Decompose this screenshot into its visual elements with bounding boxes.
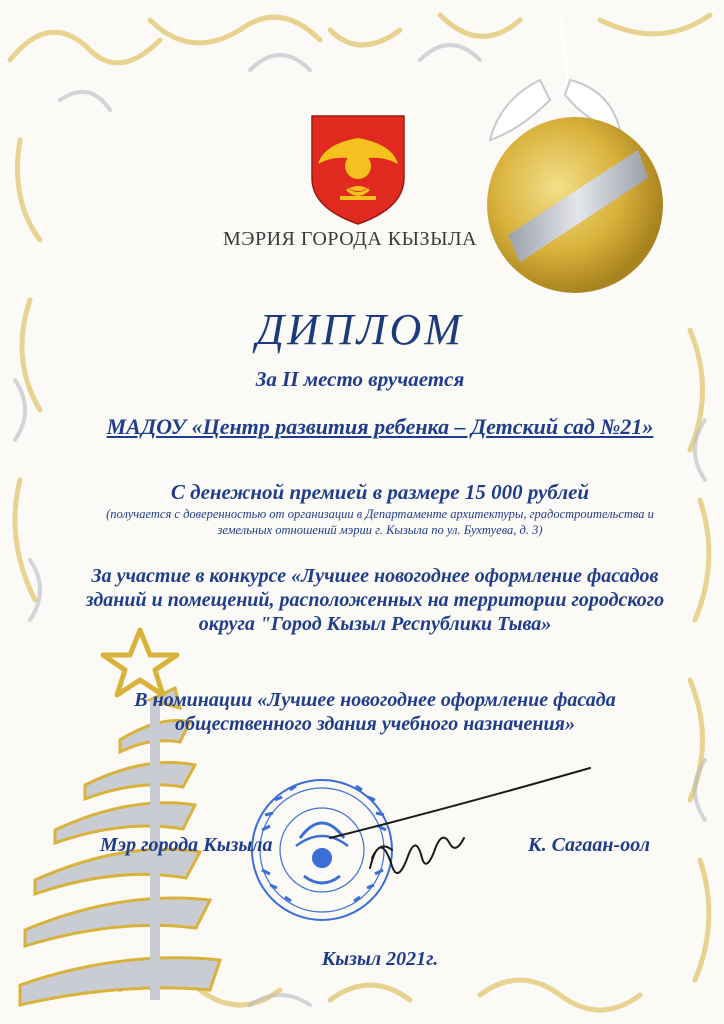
place-awarded-text: За II место вручается xyxy=(255,367,465,391)
prize-note-text: (получается с доверенностью от организации в Департаменте архитектуры, градостроительства и земельных отношений мэрии г. Кызыла по ул. Бухтуева, д. 3) xyxy=(106,507,654,537)
prize-amount-text: С денежной премией в размере 15 000 рублей xyxy=(170,480,590,504)
recipient-organization: МАДОУ «Центр развития ребенка – Детский сад №21» xyxy=(106,414,654,439)
signatory-name: К. Сагаан-оол xyxy=(528,834,650,856)
contest-description: За участие в конкурсе «Лучшее новогоднее оформление фасадов зданий и помещений, расположенных на территории городского округа "Город Кызыл Республики Тыва» xyxy=(85,565,665,635)
nomination-text: В номинации «Лучшее новогоднее оформление фасада общественного здания учебного назначения» xyxy=(134,689,616,735)
diploma-title: ДИПЛОМ xyxy=(256,305,464,354)
official-seal-icon xyxy=(252,780,392,920)
city-emblem-icon xyxy=(312,116,404,224)
signatory-title: Мэр города Кызыла xyxy=(100,834,273,856)
mayor-office-header: МЭРИЯ ГОРОДА КЫЗЫЛА xyxy=(222,228,478,250)
star-icon xyxy=(103,630,177,695)
signature-icon xyxy=(330,768,590,873)
ornament-ball-icon xyxy=(487,20,663,293)
place-and-date: Кызыл 2021г. xyxy=(321,948,439,970)
